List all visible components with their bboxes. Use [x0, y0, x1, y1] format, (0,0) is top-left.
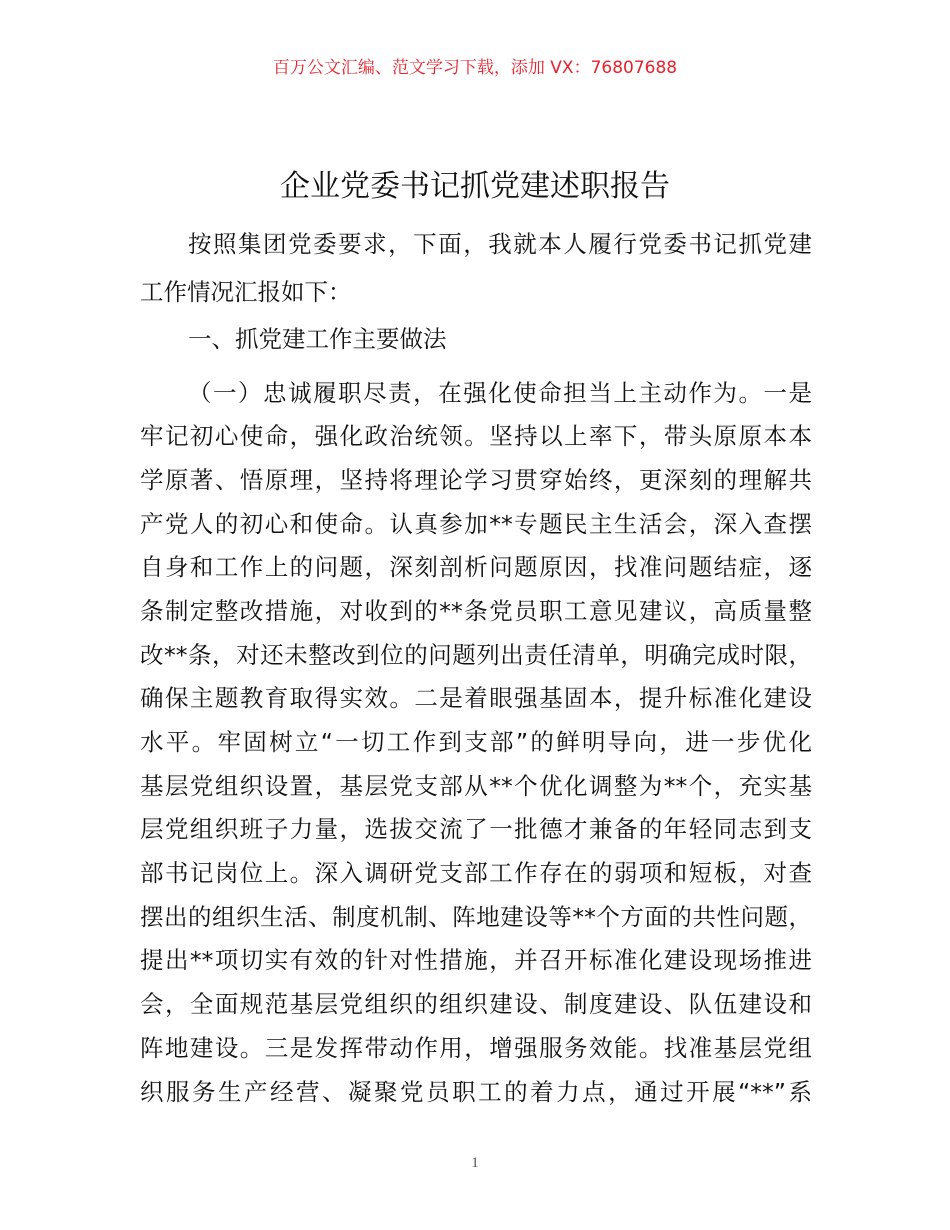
paragraph-line: 基层党组织设置，基层党支部从**个优化调整为**个，充实基: [140, 771, 812, 800]
intro-line: 按照集团党委要求，下面，我就本人履行党委书记抓党建: [188, 230, 812, 258]
paragraph-line: 摆出的组织生活、制度机制、阵地建设等**个方面的共性问题，: [140, 902, 812, 931]
paragraph-line: 层党组织班子力量，选拔交流了一批德才兼备的年轻同志到支: [140, 815, 812, 844]
paragraph-line: 学原著、悟原理，坚持将理论学习贯穿始终，更深刻的理解共: [140, 465, 812, 494]
document-title: 企业党委书记抓党建述职报告: [280, 169, 670, 204]
paragraph-line: 改**条，对还未整改到位的问题列出责任清单，明确完成时限，: [140, 640, 812, 669]
paragraph-line: 会，全面规范基层党组织的组织建设、制度建设、队伍建设和: [140, 990, 812, 1019]
paragraph-line: 提出**项切实有效的针对性措施，并召开标准化建设现场推进: [140, 946, 812, 975]
paragraph-line: 部书记岗位上。深入调研党支部工作存在的弱项和短板，对查: [140, 859, 812, 888]
watermark-banner: 百万公文汇编、范文学习下载，添加 VX：76807688: [272, 58, 678, 78]
paragraph-line: 水平。牢固树立“一切工作到支部”的鲜明导向，进一步优化: [140, 728, 812, 756]
paragraph-line: 确保主题教育取得实效。二是着眼强基固本，提升标准化建设: [140, 684, 812, 713]
section-heading: 一、抓党建工作主要做法: [188, 325, 447, 353]
page-number: 1: [471, 1155, 479, 1171]
paragraph-line: 条制定整改措施，对收到的**条党员职工意见建议，高质量整: [140, 596, 812, 625]
paragraph-line: 牢记初心使命，强化政治统领。坚持以上率下，带头原原本本: [140, 422, 812, 451]
paragraph-line: 自身和工作上的问题，深刻剖析问题原因，找准问题结症，逐: [140, 553, 812, 582]
paragraph-line: 织服务生产经营、凝聚党员职工的着力点，通过开展“**”系: [140, 1077, 812, 1106]
paragraph-line: 阵地建设。三是发挥带动作用，增强服务效能。找准基层党组: [140, 1033, 812, 1062]
intro-line: 工作情况汇报如下：: [140, 277, 352, 306]
paragraph-line: 产党人的初心和使命。认真参加**专题民主生活会，深入查摆: [140, 509, 812, 538]
paragraph: [140, 372, 812, 1115]
document-body: [140, 223, 812, 1114]
paragraph-line: （一）忠诚履职尽责，在强化使命担当上主动作为。一是: [188, 378, 812, 407]
